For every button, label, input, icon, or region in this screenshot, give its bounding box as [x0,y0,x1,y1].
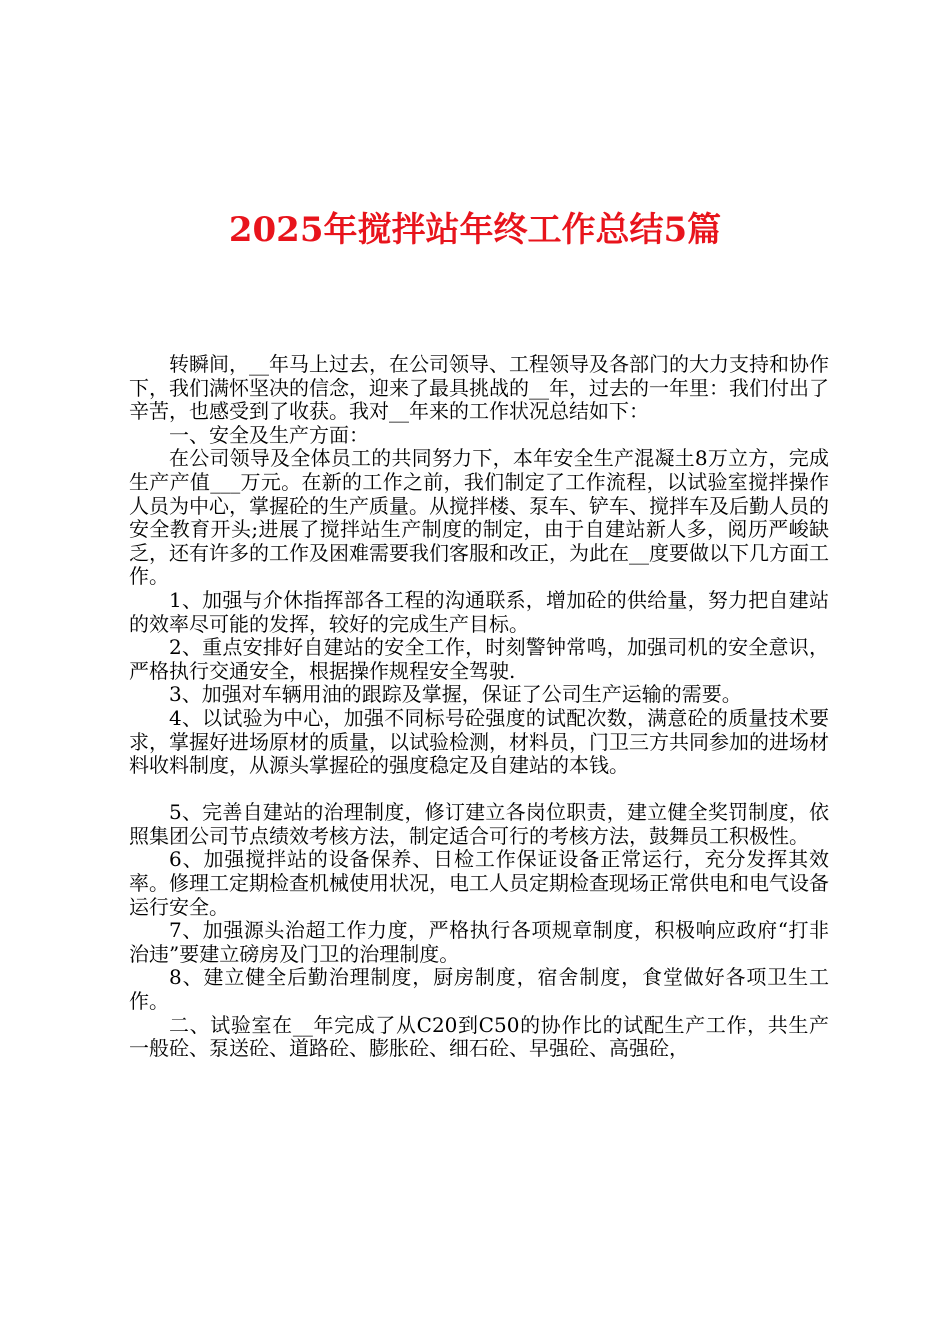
list-item-4: 4、以试验为中心，加强不同标号砼强度的试配次数，满意砼的质量技术要求，掌握好进场原材的质量，以试验检测，材料员，门卫三方共同参加的进场材料收料制度，从源头掌握砼的强度稳定及自建站的本钱。 [129,705,829,778]
list-item-8: 8、建立健全后勤治理制度，厨房制度，宿舍制度，食堂做好各项卫生工作。 [129,965,829,1014]
heading-safety-production: 一、安全及生产方面： [169,422,369,447]
list-item-2: 2、重点安排好自建站的安全工作，时刻警钟常鸣，加强司机的安全意识，严格执行交通安全，根据操作规程安全驾驶. [129,635,829,683]
list-item-1: 1、加强与介休指挥部各工程的沟通联系，增加砼的供给量，努力把自建站的效率尽可能的发挥，较好的完成生产目标。 [129,587,829,636]
list-item-5: 5、完善自建站的治理制度，修订建立各岗位职责，建立健全奖罚制度，依照集团公司节点绩效考核方法，制定适合可行的考核方法，鼓舞员工积极性。 [129,800,829,848]
list-item-3: 3、加强对车辆用油的跟踪及掌握，保证了公司生产运输的需要。 [169,682,742,707]
list-item-6: 6、加强搅拌站的设备保养、日检工作保证设备正常运行，充分发挥其效率。修理工定期检查机械使用状况，电工人员定期检查现场正常供电和电气设备运行安全。 [129,847,829,919]
paragraph-intro: 转瞬间，__年马上过去，在公司领导、工程领导及各部门的大力支持和协作下，我们满怀坚决的信念，迎来了最具挑战的__年，过去的一年里：我们付出了辛苦，也感受到了收获。我对__年来的工作状况总结如下： [129,352,829,424]
paragraph-lab: 二、试验室在__年完成了从C20到C50的协作比的试配生产工作，共生产一般砼、泵送砼、道路砼、膨胀砼、细石砼、早强砼、高强砼， [129,1012,829,1061]
list-item-7: 7、加强源头治超工作力度，严格执行各项规章制度，积极响应政府“打非治违”要建立磅房及门卫的治理制度。 [129,918,829,966]
document-body [129,353,829,1061]
document-title: 2025年搅拌站年终工作总结5篇 [228,210,722,250]
paragraph-safety-production: 在公司领导及全体员工的共同努力下，本年安全生产混凝土8万立方，完成生产产值___万元。在新的工作之前，我们制定了工作流程，以试验室搅拌操作人员为中心，掌握砼的生产质量。从搅拌楼、泵车、铲车、搅拌车及后勤人员的安全教育开头;进展了搅拌站生产制度的制定，由于自建站新人多，阅历严峻缺乏，还有许多的工作及困难需要我们客服和改正，为此在__度要做以下几方面工作。 [129,446,829,589]
